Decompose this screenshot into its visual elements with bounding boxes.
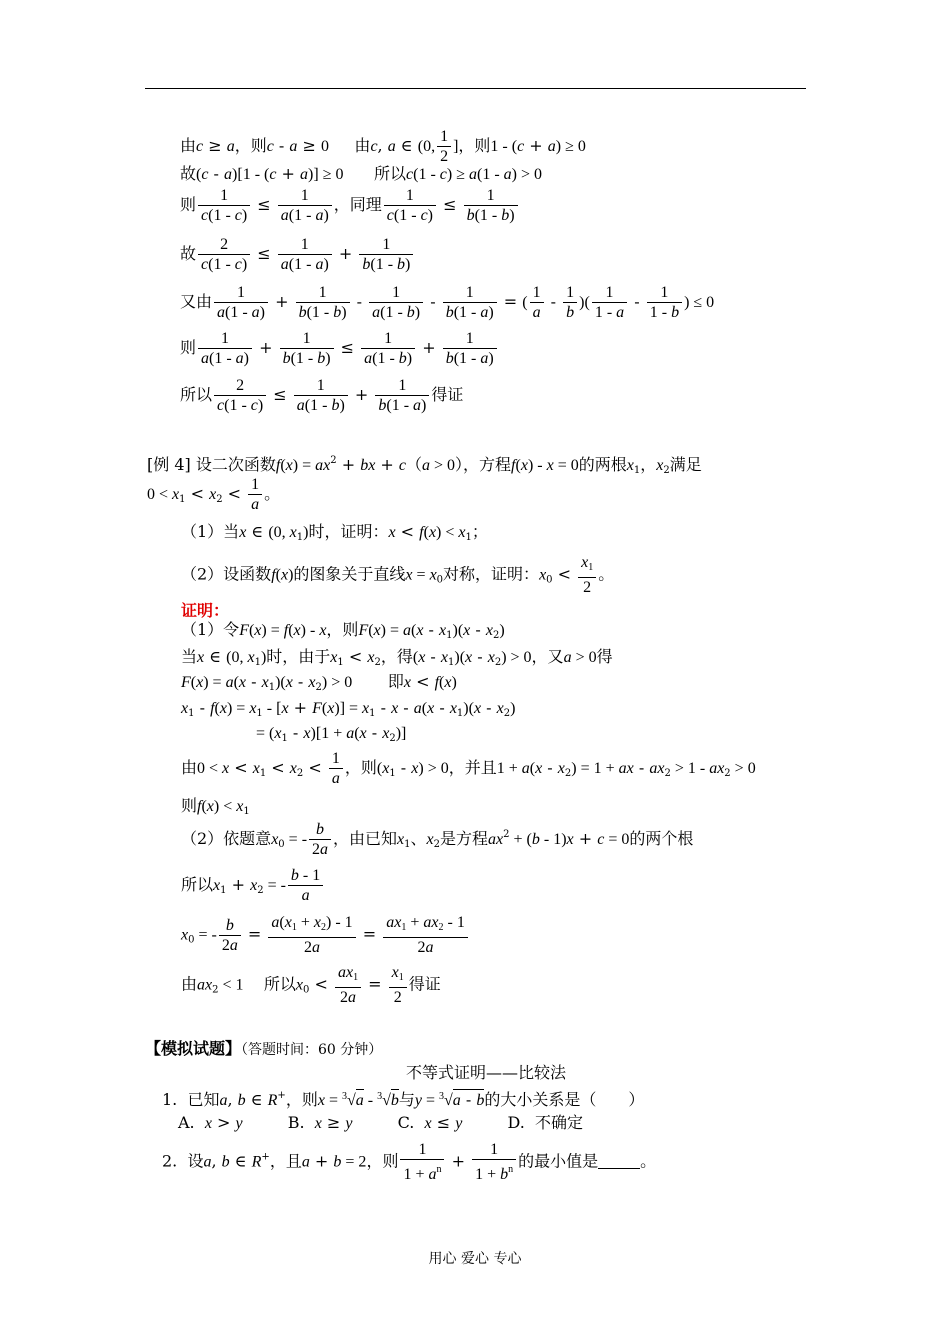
- text: 故: [180, 164, 197, 183]
- example-condition: $0 < x_1 < x_2$ < $\frac{1}{a}$ 。: [147, 476, 281, 513]
- text: 由: [180, 136, 197, 155]
- proof-line: 由$0 < x < x_1 < x_2$ < $\frac{1}{a}$ ，则$(x_1 - x) > 0$，并且$1 + a(x - x_2) = 1$ + ax - $ax_2 > 1 - ax_2 > 0$: [181, 750, 756, 787]
- text: 由: [354, 136, 371, 155]
- text: ，并且: [448, 758, 497, 777]
- proof-label: 证明：: [181, 601, 230, 620]
- text: 设: [187, 1151, 204, 1171]
- text: 由: [181, 758, 198, 777]
- option-text: 不确定: [534, 1113, 583, 1132]
- text: 是方程: [440, 829, 489, 848]
- option-label: C.: [397, 1113, 415, 1132]
- fraction: $\frac{1}{1 - a}$: [592, 283, 627, 322]
- text: ，则: [234, 136, 267, 155]
- text: 与: [398, 1090, 415, 1109]
- fraction: $\frac{b}{2a}$: [219, 916, 241, 955]
- fraction: $\frac{1}{a(1 - a)}$: [278, 235, 332, 274]
- text: 即: [387, 672, 404, 691]
- page-footer: 用心 爱心 专心: [428, 1251, 522, 1267]
- fraction: $\frac{b}{2a}$: [309, 820, 331, 859]
- text: （2）设函数: [181, 564, 272, 584]
- question-item: 1. 已知a, b ∈ R+，则x = $^3$√a - $^3$√b与y = $^3$√a - b的大小关系是（ ）: [162, 1090, 645, 1109]
- text: 当: [181, 647, 198, 666]
- fraction: $\frac{1}{b(1 - a)}$: [443, 329, 497, 368]
- fraction: $\frac{1}{2}$: [437, 127, 451, 166]
- proof-line: 由$ax_2 < 1$ 所以$x_0$ < $\frac{ax_1}{2a}$ = $\frac{x_1}{2}$ 得证: [181, 964, 441, 1006]
- proof-line: （2）依题意$x_0$ = - $\frac{b}{2a}$ ，由已知$x_1$、$x_2$是方程$ax^2 + (b - 1)x + c = 0$的两个根: [181, 821, 694, 858]
- fraction: $\frac{1}{b(1 - b)}$: [280, 329, 334, 368]
- text: 所以: [263, 974, 296, 994]
- section-heading: [145, 1039, 382, 1060]
- text: ，且: [269, 1151, 302, 1171]
- fraction: $\frac{1}{b(1 - a)}$: [375, 376, 429, 415]
- fraction: $\frac{1}{a}$: [329, 749, 343, 788]
- text: 所以: [181, 875, 214, 894]
- fraction: $\frac{1}{b(1 - b)}$: [296, 283, 350, 322]
- fraction: $\frac{1}{b(1 - a)}$: [443, 283, 497, 322]
- fraction: $\frac{1}{b}$: [563, 283, 577, 322]
- text: 故: [180, 244, 197, 263]
- proof-line: 故 $\frac{2}{c(1 - c)}$ ≤ $\frac{1}{a(1 - a)}$ + $\frac{1}{b(1 - b)}$: [180, 235, 415, 274]
- proof-line: 又由 $\frac{1}{a(1 - a)}$ + $\frac{1}{b(1 - b)}$ - $\frac{1}{a(1 - b)}$ - $\frac{1}{b(1 - a)}$ = ( $\frac{1}{a}$ - $\frac{1}{b}$ )( $\frac{1}{1 - a}$ - $\frac{1}{1 - b}$ ) ≤ 0: [180, 284, 715, 321]
- text: 。: [598, 564, 615, 584]
- fraction: $\frac{ax_1 + ax_2 - 1}{2a}$: [383, 913, 468, 957]
- text: 得证: [431, 385, 464, 404]
- fraction: $\frac{1}{a}$: [530, 283, 544, 322]
- fraction: $\frac{1}{a(1 - b)}$: [294, 376, 348, 415]
- proof-line: 当x ∈ (0, $x_1$)时，由于$x_1 < x_2$，得$(x - x_1)(x - x_2) > 0$，又a > 0得: [181, 647, 613, 668]
- fraction: $\frac{1}{1 - b}$: [647, 283, 682, 322]
- text: （1）令: [181, 620, 240, 639]
- text: 得证: [408, 974, 441, 994]
- fraction: $\frac{x_1}{2}$: [578, 553, 596, 597]
- text: 则: [180, 338, 197, 357]
- proof-line: 所以$x_1 + x_2$ = - $\frac{b - 1}{a}$: [181, 866, 325, 905]
- text: 。: [264, 484, 281, 503]
- text: （1）当: [181, 522, 240, 541]
- text: 又由: [180, 292, 213, 311]
- fraction: $\frac{1}{a(1 - b)}$: [361, 329, 415, 368]
- proof-line: 所以 $\frac{2}{c(1 - c)}$ ≤ $\frac{1}{a(1 - b)}$ + $\frac{1}{b(1 - a)}$ 得证: [180, 377, 464, 414]
- fraction: $\frac{x_1}{2}$: [389, 963, 407, 1007]
- text: ，则: [344, 758, 377, 777]
- text: 时，由于: [266, 647, 331, 666]
- proof-line: $x_1 - f(x) = x_1 - [x + F(x)] = x_1 - x - a(x - x_1)(x - x_2)$: [181, 698, 516, 719]
- fraction: $\frac{1}{c(1 - c)}$: [198, 186, 250, 225]
- text: ，又: [531, 647, 564, 666]
- fraction: $\frac{2}{c(1 - c)}$: [198, 235, 250, 274]
- question-2: （2）设函数f(x)的图象关于直线$x = x_0$对称，证明：$x_0$ < $\frac{x_1}{2}$ 。: [181, 554, 615, 596]
- fraction: $\frac{b - 1}{a}$: [288, 866, 323, 905]
- text: ，则: [366, 1151, 399, 1171]
- text: 则: [181, 796, 198, 815]
- text: 所以: [180, 385, 213, 404]
- header-rule: [145, 88, 806, 89]
- fraction: $\frac{1}{b(1 - b)}$: [359, 235, 413, 274]
- fraction: $\frac{2}{c(1 - c)}$: [214, 376, 266, 415]
- option-label: B.: [287, 1113, 305, 1132]
- proof-line: 则 $\frac{1}{c(1 - c)}$ ≤ $\frac{1}{a(1 - a)}$ ，同理 $\frac{1}{c(1 - c)}$ ≤ $\frac{1}{b(1 - b)}$: [180, 186, 520, 225]
- proof-line: = $(x_1 - x)[1 + a(x - x_2)]$: [256, 723, 407, 744]
- text: 满足: [669, 455, 702, 474]
- text: 。: [640, 1151, 657, 1171]
- proof-line: 则 $\frac{1}{a(1 - a)}$ + $\frac{1}{b(1 - b)}$ ≤ $\frac{1}{a(1 - b)}$ + $\frac{1}{b(1 - a)}$: [180, 329, 499, 368]
- fraction: $\frac{1}{b(1 - b)}$: [464, 186, 518, 225]
- text: 的两个根: [629, 829, 694, 848]
- text: 设二次函数: [195, 455, 276, 474]
- fraction: $\frac{1}{a(1 - a)}$: [278, 186, 332, 225]
- text: 的两根: [578, 455, 627, 474]
- fraction: $\frac{1}{1 + a^n}$: [400, 1140, 444, 1184]
- text: ，由已知: [333, 829, 398, 848]
- fraction: $\frac{1}{a(1 - a)}$: [198, 329, 252, 368]
- text: 得: [596, 647, 613, 666]
- text: ，则: [326, 620, 359, 639]
- text: ），方程: [455, 455, 512, 474]
- fraction: $\frac{1}{c(1 - c)}$: [384, 186, 436, 225]
- option-label: A.: [178, 1113, 195, 1132]
- answer-blank[interactable]: [598, 1154, 640, 1169]
- fraction: $\frac{1}{a(1 - b)}$: [369, 283, 423, 322]
- text: ，得: [380, 647, 413, 666]
- question-item: 2. 设a, b ∈ R+，且a + b = 2，则 $\frac{1}{1 + a^n}$ + $\frac{1}{1 + b^n}$ 的最小值是 。: [162, 1141, 657, 1183]
- section-subtitle: 不等式证明——比较法: [406, 1063, 567, 1082]
- fraction: $\frac{1}{a}$: [248, 475, 262, 514]
- fraction: $\frac{1}{1 + b^n}$: [472, 1140, 516, 1184]
- time-note: （答题时间：60 分钟）: [241, 1042, 383, 1058]
- question-number: 2.: [162, 1151, 178, 1171]
- text: 对称，证明：: [443, 564, 540, 584]
- proof-line: 故(c - a)[1 - (c + a)] ≥ 0 所以c(1 - c) ≥ a(1 - a) > 0: [180, 164, 542, 183]
- section-title: 【模拟试题】: [145, 1039, 242, 1058]
- text: 已知: [187, 1090, 220, 1109]
- fraction: $\frac{1}{a(1 - a)}$: [214, 283, 268, 322]
- proof-line: $F(x) = a(x - x_1)(x - x_2) > 0$ 即x < f(x): [181, 672, 457, 693]
- question-number: 1.: [162, 1090, 178, 1109]
- question-1: （1）当x ∈ (0, $x_1$)时，证明：$x < f(x) < x_1$；: [181, 522, 488, 543]
- proof-line: 则$f(x) < x_1$: [181, 796, 250, 817]
- proof-line: $x_0$ = - $\frac{b}{2a}$ = $\frac{a(x_1 + x_2) - 1}{2a}$ = $\frac{ax_1 + ax_2 - 1}{2a}$: [181, 913, 470, 957]
- option-label: D.: [507, 1113, 525, 1132]
- text: ，同理: [333, 195, 382, 214]
- text: 由: [181, 974, 198, 994]
- text: ，则: [458, 136, 491, 155]
- text: 的大小关系是（ ）: [484, 1090, 645, 1109]
- fraction: $\frac{ax_1}{2a}$: [335, 963, 361, 1007]
- proof-line: 由c ≥ a，则c - a ≥ 0 由c, a ∈ (0, $\frac{1}{2}$ ]，则1 - (c + a) ≥ 0: [180, 128, 586, 165]
- proof-line: （1）令F(x) = f(x) - x，则$F(x) = a(x - x_1)(x - x_2)$: [181, 620, 505, 641]
- text: （2）依题意: [181, 829, 272, 848]
- text: 所以: [373, 164, 406, 183]
- text: 则: [180, 195, 197, 214]
- text: 时，证明：: [308, 522, 389, 541]
- text: 的最小值是: [518, 1151, 599, 1171]
- example-statement: [例 4] 设二次函数$f(x) = ax^2$ + bx + c（a > 0），方程f(x) - x = 0的两根$x_1$，$x_2$满足: [147, 455, 702, 476]
- fraction: $\frac{a(x_1 + x_2) - 1}{2a}$: [268, 913, 355, 957]
- text: 的图象关于直线: [293, 564, 406, 584]
- example-label: [例 4]: [147, 455, 191, 474]
- text: ，则: [285, 1090, 318, 1109]
- options-row: A. x > y B. x ≥ y C. x ≤ y D. 不确定: [178, 1113, 583, 1132]
